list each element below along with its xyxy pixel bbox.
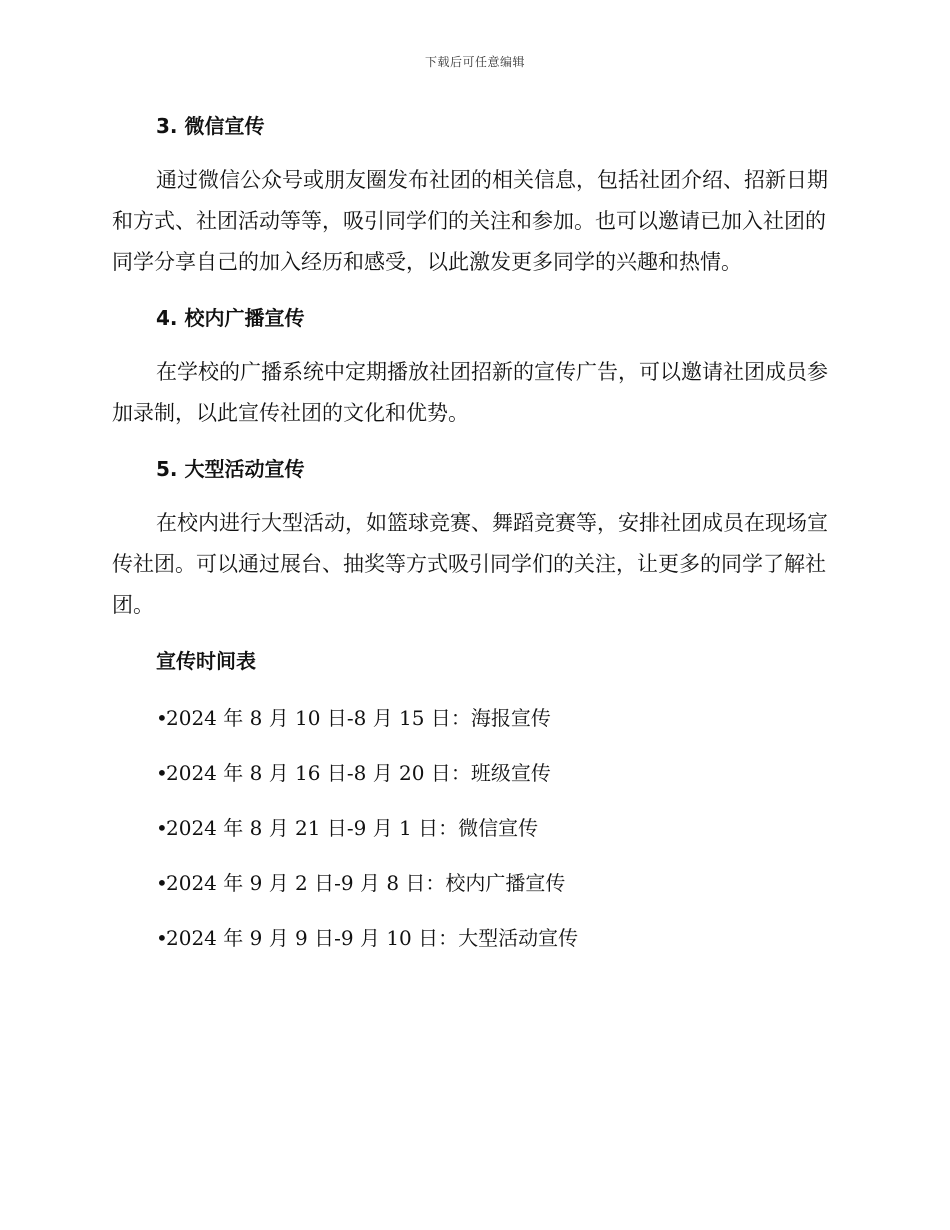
schedule-item <box>156 746 832 801</box>
section-body-events: 在校内进行大型活动，如篮球竞赛、舞蹈竞赛等，安排社团成员在现场宣传社团。可以通过展台、抽奖等方式吸引同学们的关注，让更多的同学了解社团。 <box>112 511 828 617</box>
section-body-wechat: 通过微信公众号或朋友圈发布社团的相关信息，包括社团介绍、招新日期和方式、社团活动等等，吸引同学们的关注和参加。也可以邀请已加入社团的同学分享自己的加入经历和感受，以此激发更多同学的兴趣和热情。 <box>112 168 828 274</box>
schedule-item <box>156 691 832 746</box>
section-body-broadcast: 在学校的广播系统中定期播放社团招新的宣传广告，可以邀请社团成员参加录制，以此宣传社团的文化和优势。 <box>112 360 828 425</box>
schedule-list <box>112 691 832 966</box>
bullet-icon: • <box>156 816 168 840</box>
section-title-events: 5. 大型活动宣传 <box>156 457 305 481</box>
schedule-item-text: 2024 年 8 月 10 日-8 月 15 日：海报宣传 <box>166 706 551 730</box>
bullet-icon: • <box>156 871 168 895</box>
schedule-title: 宣传时间表 <box>156 649 256 673</box>
schedule-item-text: 2024 年 8 月 21 日-9 月 1 日：微信宣传 <box>166 816 539 840</box>
bullet-icon: • <box>156 761 168 785</box>
page-header: 下载后可任意编辑 <box>424 55 525 69</box>
bullet-icon: • <box>156 706 168 730</box>
schedule-item <box>156 856 832 911</box>
schedule-item-text: 2024 年 9 月 9 日-9 月 10 日：大型活动宣传 <box>166 926 579 950</box>
schedule-item <box>156 911 832 966</box>
schedule-item-text: 2024 年 9 月 2 日-9 月 8 日：校内广播宣传 <box>166 871 566 895</box>
schedule-item-text: 2024 年 8 月 16 日-8 月 20 日：班级宣传 <box>166 761 551 785</box>
section-title-wechat: 3. 微信宣传 <box>156 114 265 138</box>
schedule-item <box>156 801 832 856</box>
bullet-icon: • <box>156 926 168 950</box>
section-title-broadcast: 4. 校内广播宣传 <box>156 306 305 330</box>
document-body <box>112 108 832 966</box>
